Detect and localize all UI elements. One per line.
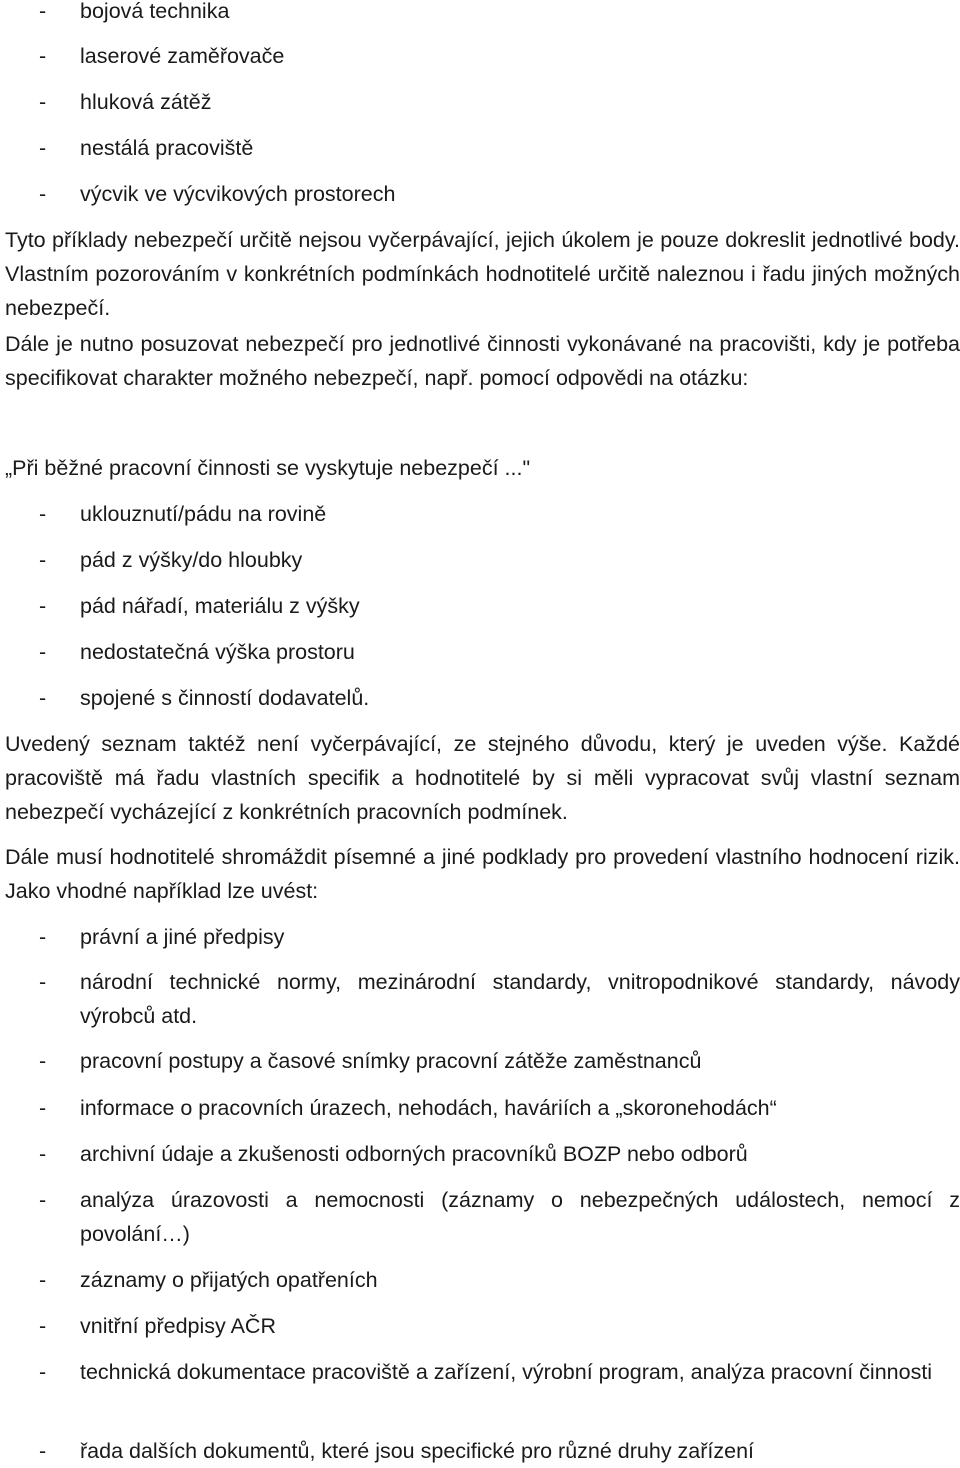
list-item-text: archivní údaje a zkušenosti odborných pracovníků BOZP nebo odborů [80, 1142, 748, 1166]
list-dash: - [39, 182, 47, 206]
list-item-text: pád z výšky/do hloubky [80, 548, 303, 572]
list-item [5, 1091, 960, 1125]
list-item [5, 589, 960, 623]
list-item [5, 1044, 960, 1078]
list-dash: - [39, 1188, 47, 1212]
list-item-text: výcvik ve výcvikových prostorech [80, 182, 396, 206]
list-dash: - [39, 925, 47, 949]
list-item [5, 497, 960, 531]
paragraph: Dále je nutno posuzovat nebezpečí pro jednotlivé činnosti vykonávané na pracovišti, kdy je potřeba specifikovat charakter možného nebezpečí, např. pomocí odpovědi na otázku: [5, 332, 960, 390]
list-dash: - [39, 1096, 47, 1120]
list-dash: - [39, 686, 47, 710]
list-item [5, 1183, 960, 1251]
list-item [5, 131, 960, 165]
list-item [5, 920, 960, 954]
list-item-text: informace o pracovních úrazech, nehodách, haváriích a „skoronehodách“ [80, 1096, 777, 1120]
question-line: „Při běžné pracovní činnosti se vyskytuje nebezpečí ..." [5, 456, 531, 480]
list-item-text: analýza úrazovosti a nemocnosti (záznamy o nebezpečných událostech, nemocí z povolání…) [80, 1188, 960, 1246]
list-dash: - [39, 1049, 47, 1073]
list-dash: - [39, 136, 47, 160]
list-dash: - [39, 1142, 47, 1166]
list-item-text: spojené s činností dodavatelů. [80, 686, 370, 710]
list-dash: - [39, 548, 47, 572]
paragraph: Tyto příklady nebezpečí určitě nejsou vyčerpávající, jejich úkolem je pouze dokreslit jednotlivé body. Vlastním pozorováním v konkrétních podmínkách hodnotitelé určitě naleznou i řadu jiných možných nebezpečí. [5, 228, 960, 320]
list-item [5, 635, 960, 669]
list-dash: - [39, 640, 47, 664]
list-item [5, 1355, 960, 1389]
list-dash: - [39, 1360, 47, 1384]
list-dash: - [39, 1268, 47, 1292]
list-item-text: pád nářadí, materiálu z výšky [80, 594, 360, 618]
list-item [5, 543, 960, 577]
list-item [5, 85, 960, 119]
list-dash: - [39, 502, 47, 526]
list-item-text: pracovní postupy a časové snímky pracovní zátěže zaměstnanců [80, 1049, 702, 1073]
list-item [5, 1434, 960, 1468]
list-item-text: nedostatečná výška prostoru [80, 640, 355, 664]
list-dash: - [39, 1314, 47, 1338]
list-item-text: technická dokumentace pracoviště a zařízení, výrobní program, analýza pracovní činnosti [80, 1360, 933, 1384]
paragraph: Uvedený seznam taktéž není vyčerpávající, ze stejného důvodu, který je uveden výše. Každé pracoviště má řadu vlastních specifik a hodnotitelé by si měli vypracovat svůj vlastní seznam nebezpečí vycházející z konkrétních pracovních podmínek. [5, 732, 960, 824]
list-item-text: národní technické normy, mezinárodní standardy, vnitropodnikové standardy, návody výrobců atd. [80, 970, 960, 1028]
list-item [5, 177, 960, 211]
list-item-text: právní a jiné předpisy [80, 925, 285, 949]
list-dash: - [39, 970, 47, 994]
list-item-text: nestálá pracoviště [80, 136, 254, 160]
list-item [5, 681, 960, 715]
list-item [5, 1309, 960, 1343]
list-item [5, 1137, 960, 1171]
list-item [5, 1263, 960, 1297]
paragraph: Dále musí hodnotitelé shromáždit písemné a jiné podklady pro provedení vlastního hodnocení rizik. Jako vhodné například lze uvést: [5, 845, 960, 903]
list-item [5, 965, 960, 1033]
list-item-text: záznamy o přijatých opatřeních [80, 1268, 378, 1292]
list-item-text: řada dalších dokumentů, které jsou specifické pro různé druhy zařízení [80, 1439, 755, 1463]
list-dash: - [39, 594, 47, 618]
list-dash: - [39, 44, 47, 68]
list-item-text: vnitřní předpisy AČR [80, 1314, 276, 1338]
list-item-text: uklouznutí/pádu na rovině [80, 502, 327, 526]
list-item-text: bojová technika [80, 0, 230, 23]
list-item-text: hluková zátěž [80, 90, 212, 114]
list-item [5, 39, 960, 73]
list-item-text: laserové zaměřovače [80, 44, 285, 68]
list-item [5, 0, 960, 28]
list-dash: - [39, 90, 47, 114]
list-dash: - [39, 0, 47, 23]
list-dash: - [39, 1439, 47, 1463]
